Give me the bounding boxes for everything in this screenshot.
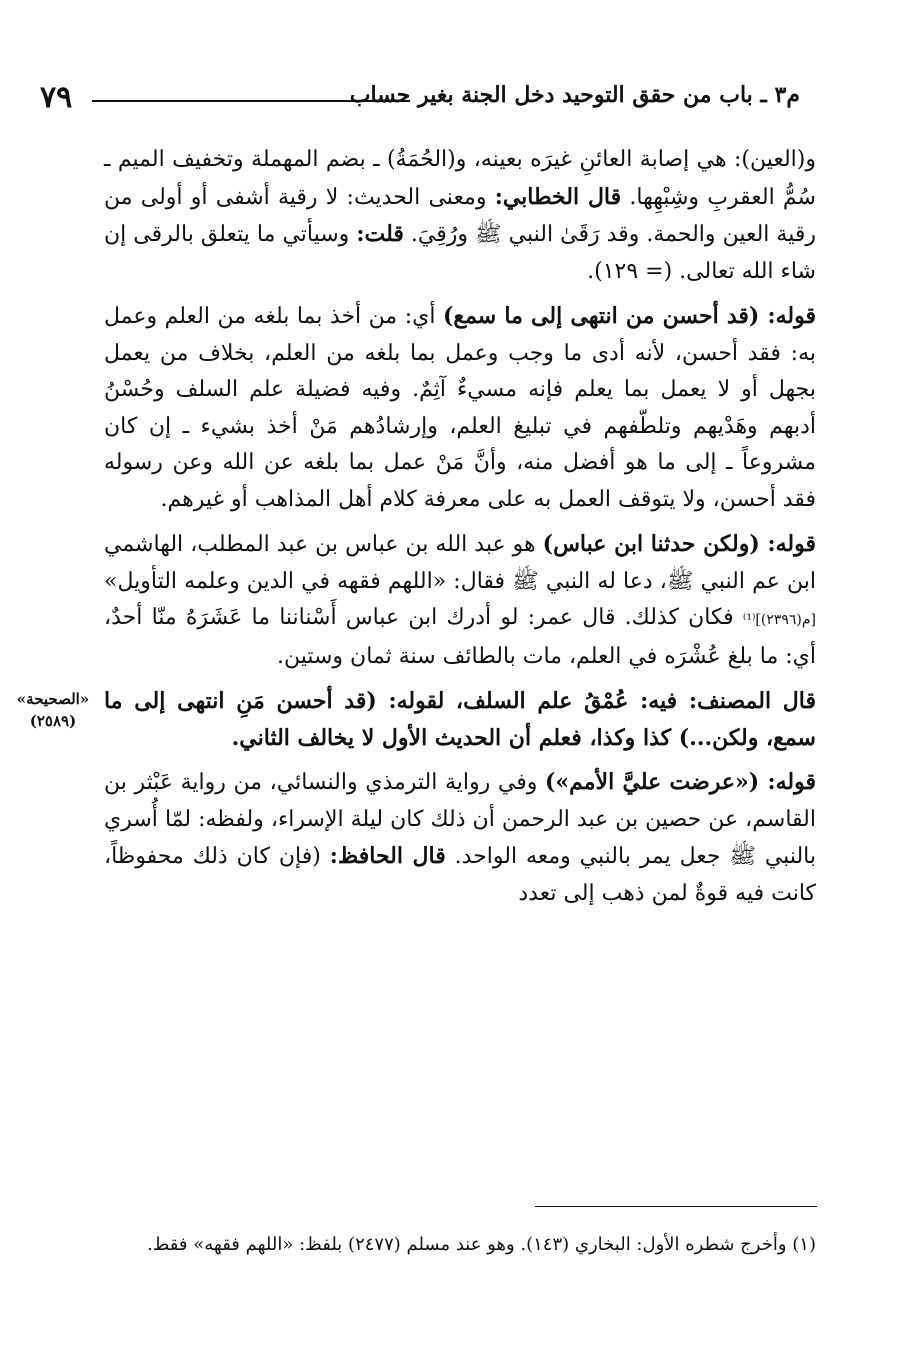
muslim-reference: [م(٢٣٩٦)]⁽¹⁾: [742, 612, 816, 628]
paragraph-ain-hima: [104, 142, 816, 290]
footnotes: [104, 1230, 816, 1260]
text-run: و(العين): هي إصابة العائنِ غيرَه بعينه، و(الحُمَةُ) ـ بضم المهملة وتخفيف الميم ـ سُمُّ العقربِ وشِبْهِها.: [104, 147, 816, 210]
qultu-lead: قلت:: [356, 221, 404, 247]
main-text: [104, 142, 816, 912]
paragraph-musannif: قال المصنف: فيه: عُمْقُ علم السلف، لقوله: (قد أحسن مَنِ انتهى إلى ما سمع، ولكن...) كذا وكذا، فعلم أن الحديث الأول لا يخالف الثاني.: [104, 688, 816, 751]
qawluhu-lead: قوله: (قد أحسن من انتهى إلى ما سمع): [442, 303, 817, 329]
text-run: هو عبد الله بن عباس بن عبد المطلب، الهاشمي ابن عم النبي ﷺ، دعا له النبي ﷺ فقال: «اللهم فقهه في الدين وعلمه التأويل»: [104, 532, 816, 594]
qawluhu-lead: قوله: (ولكن حدثنا ابن عباس): [542, 531, 816, 557]
running-title: م٣ ـ باب من حقق التوحيد دخل الجنة بغير حساب: [349, 82, 800, 108]
margin-reference: [10, 688, 96, 732]
page-header: [40, 80, 800, 124]
footnote-1: (١) وأخرج شطره الأول: البخاري (١٤٣). وهو عند مسلم (٢٤٧٧) بلفظ: «اللهم فقهه» فقط.: [147, 1234, 816, 1255]
text-run: فكان كذلك. قال عمر: لو أدرك ابن عباس أَسْناننا ما عَشَرَهُ منّا أحدٌ، أي: ما بلغ عُشْرَه في العلم، مات بالطائف سنة ثمان وستين.: [104, 605, 816, 669]
paragraph-qad-ahsan: [104, 298, 816, 518]
margin-reference-number: (٢٥٨٩): [29, 712, 77, 730]
footnote-divider: [535, 1206, 817, 1207]
paragraph-umam: [104, 764, 816, 912]
khattabi-lead: قال الخطابي:: [494, 183, 622, 210]
text-run: ومعنى الحديث: لا رقية أشفى أو أولى من رقية العين والحمة. وقد رَقَىٰ النبي ﷺ ورُقِيَ.: [104, 184, 816, 247]
text-run: وسيأتي ما يتعلق بالرقى إن شاء الله تعالى. (= ١٢٩).: [104, 222, 816, 284]
paragraph-ibn-abbas: [104, 526, 816, 675]
text-run: وفي رواية الترمذي والنسائي، من رواية عَبْثر بن القاسم، عن حصين بن عبد الرحمن أن ذلك كان ليلة الإسراء، ولفظه: لمّا أُسري بالنبي ﷺ جعل يمر بالنبي ومعه الواحد.: [104, 770, 816, 869]
hafiz-lead: قال الحافظ:: [329, 843, 446, 869]
page-number: ٧٩: [40, 80, 73, 115]
text-run: أي: من أخذ بما بلغه من العلم وعمل به: فقد أحسن، لأنه أدى ما وجب وعمل بما بلغه من العلم، بخلاف من يعمل بجهل أو لا يعمل بما يعلم فإنه مسيءٌ آثِمٌ. وفيه فضيلة علم السلف وحُسْنُ أدبهم وهَدْيهم وتلطّفهم في تبليغ العلم، وإرشادُهم مَنْ أخذ بشيء ـ إن كان مشروعاً ـ إلى ما هو أفضل منه، وأنَّ مَنْ عمل بما بلغه عن الله وعن رسوله فقد أحسن، ولا يتوقف العمل به على معرفة كلام أهل المذاهب أو غيرهم.: [104, 304, 816, 512]
qawluhu-lead: قوله: («عرضت عليَّ الأمم»): [544, 769, 816, 795]
text-run: (فإن كان ذلك محفوظاً، كانت فيه قوةٌ لمن ذهب إلى تعدد: [104, 844, 816, 906]
margin-reference-source: «الصحيحة»: [16, 690, 90, 708]
